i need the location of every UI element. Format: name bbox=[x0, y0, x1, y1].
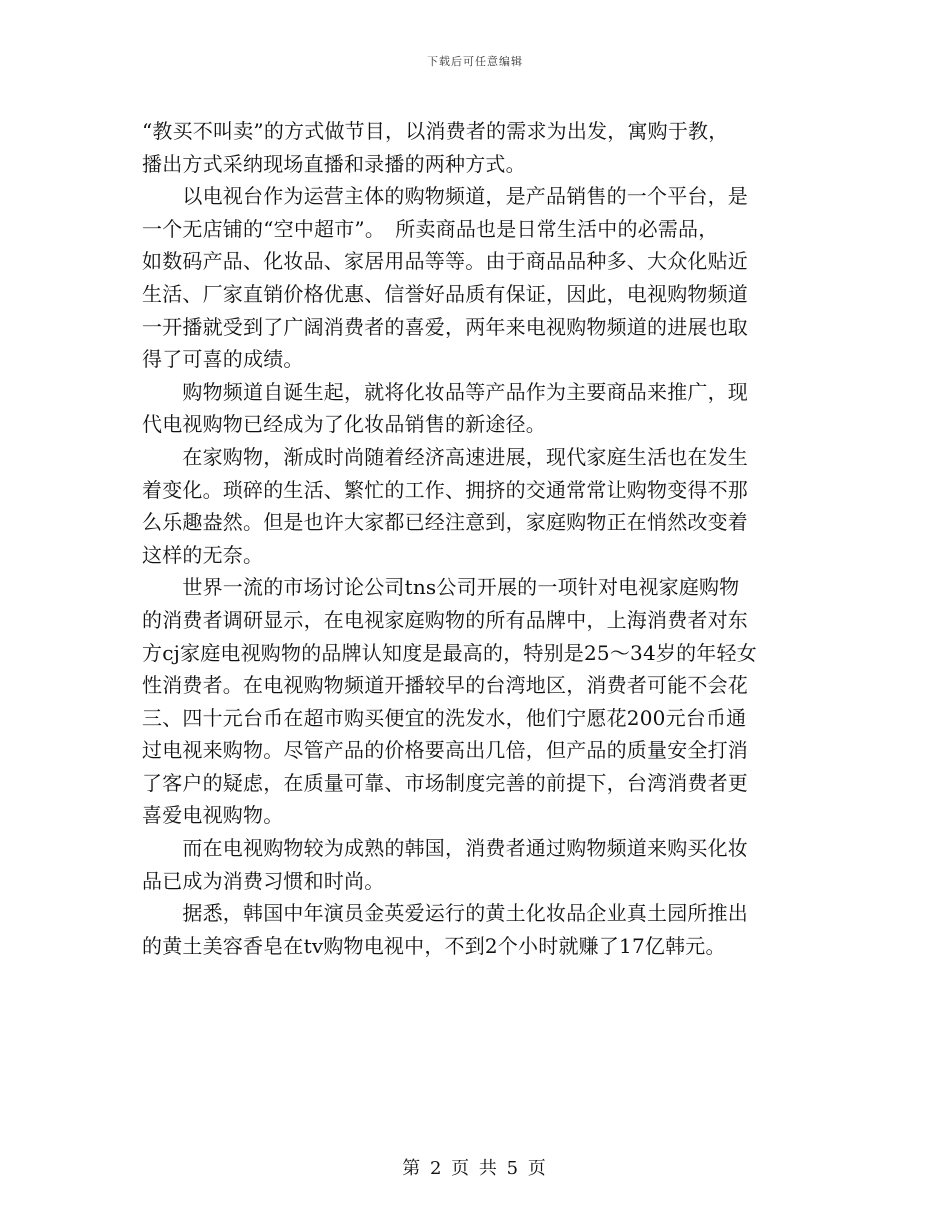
paragraph bbox=[142, 180, 810, 376]
page-number: 第 2 页 共 5 页 bbox=[402, 1158, 548, 1179]
text-line: 性消费者。在电视购物频道开播较早的台湾地区，消费者可能不会花 bbox=[142, 673, 748, 698]
paragraph bbox=[142, 115, 810, 180]
text-line: 得了可喜的成绩。 bbox=[142, 347, 304, 372]
paragraph bbox=[142, 897, 810, 962]
text-line: 这样的无奈。 bbox=[142, 542, 264, 567]
text-line: 播出方式采纳现场直播和录播的两种方式。 bbox=[142, 151, 526, 176]
document-body bbox=[142, 115, 810, 962]
text-line: “教买不叫卖”的方式做节目，以消费者的需求为出发，寓购于教， bbox=[142, 119, 729, 143]
text-line: 在家购物，渐成时尚随着经济高速进展，现代家庭生活也在发生 bbox=[142, 444, 748, 469]
text-line: 购物频道自诞生起，就将化妆品等产品作为主要商品来推广，现 bbox=[142, 379, 748, 404]
text-line: 过电视来购物。尽管产品的价格要高出几倍，但产品的质量安全打消 bbox=[142, 738, 748, 763]
text-line: 代电视购物已经成为了化妆品销售的新途径。 bbox=[142, 412, 546, 437]
text-line: 品已成为消费习惯和时尚。 bbox=[142, 868, 385, 893]
paragraph bbox=[142, 832, 810, 897]
text-line: 生活、厂家直销价格优惠、信誉好品质有保证，因此，电视购物频道 bbox=[142, 281, 748, 306]
text-line: 一开播就受到了广阔消费者的喜爱，两年来电视购物频道的进展也取 bbox=[142, 314, 748, 339]
paragraph bbox=[142, 441, 810, 571]
text-line: 三、四十元台币在超市购买便宜的洗发水，他们宁愿花200元台币通 bbox=[142, 705, 747, 730]
page-header: 下载后可任意编辑 bbox=[427, 55, 523, 68]
text-line: 据悉，韩国中年演员金英爱运行的黄土化妆品企业真土园所推出 bbox=[142, 901, 748, 926]
text-line: 以电视台作为运营主体的购物频道，是产品销售的一个平台，是 bbox=[142, 184, 748, 209]
text-line: 着变化。琐碎的生活、繁忙的工作、拥挤的交通常常让购物变得不那 bbox=[142, 477, 748, 502]
text-line: 如数码产品、化妆品、家居用品等等。由于商品品种多、大众化贴近 bbox=[142, 249, 748, 274]
text-line: 而在电视购物较为成熟的韩国，消费者通过购物频道来购买化妆 bbox=[142, 836, 748, 861]
text-line: 么乐趣盎然。但是也许大家都已经注意到，家庭购物正在悄然改变着 bbox=[142, 510, 748, 535]
text-line: 一个无店铺的“空中超市”。 所卖商品也是日常生活中的必需品， bbox=[142, 216, 719, 241]
text-line: 世界一流的市场讨论公司tns公司开展的一项针对电视家庭购物 bbox=[142, 575, 740, 600]
text-line: 喜爱电视购物。 bbox=[142, 803, 284, 828]
paragraph bbox=[142, 571, 810, 832]
text-line: 的消费者调研显示，在电视家庭购物的所有品牌中，上海消费者对东 bbox=[142, 607, 748, 632]
text-line: 的黄土美容香皂在tv购物电视中，不到2个小时就赚了17亿韩元。 bbox=[142, 933, 726, 958]
text-line: 方cj家庭电视购物的品牌认知度是最高的，特别是25～34岁的年轻女 bbox=[142, 640, 757, 665]
text-line: 了客户的疑虑，在质量可靠、市场制度完善的前提下，台湾消费者更 bbox=[142, 770, 748, 795]
paragraph bbox=[142, 376, 810, 441]
